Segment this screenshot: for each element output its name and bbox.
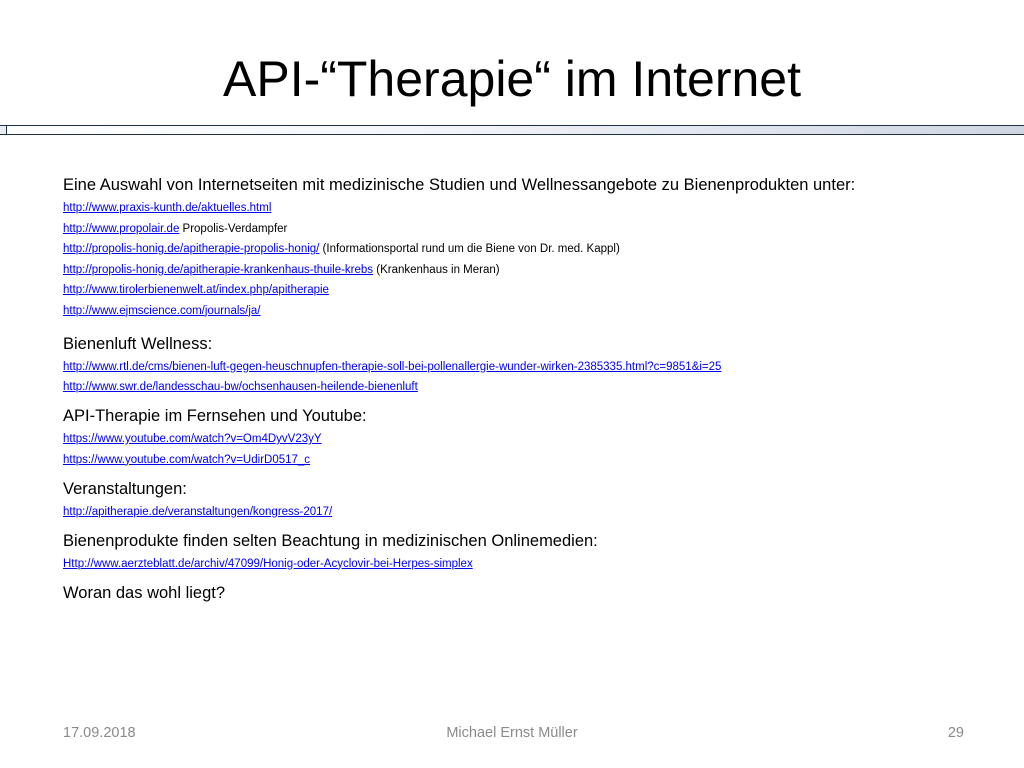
slide-content xyxy=(63,174,1003,609)
link-swr[interactable]: http://www.swr.de/landesschau-bw/ochsenhausen-heilende-bienenluft xyxy=(63,381,418,393)
link-line xyxy=(63,242,1003,257)
link-propolis-honig[interactable]: http://propolis-honig.de/apitherapie-propolis-honig/ xyxy=(63,243,320,255)
link-note: (Informationsportal rund um die Biene von Dr. med. Kappl) xyxy=(319,243,620,255)
link-youtube-1[interactable]: https://www.youtube.com/watch?v=Om4DyvV23yY xyxy=(63,433,322,445)
tv-heading: API-Therapie im Fernsehen und Youtube: xyxy=(63,407,367,425)
link-line xyxy=(63,263,1003,278)
link-krankenhaus-thuile[interactable]: http://propolis-honig.de/apitherapie-krankenhaus-thuile-krebs xyxy=(63,263,374,276)
footer-page-number: 29 xyxy=(947,725,964,741)
intro-section xyxy=(63,174,1003,319)
closing-question: Woran das wohl liegt? xyxy=(63,583,226,602)
link-line xyxy=(63,505,1003,520)
link-line xyxy=(63,380,1003,395)
intro-heading: Eine Auswahl von Internetseiten mit medizinische Studien und Wellnessangebote zu Bienenprodukten unter: xyxy=(63,176,856,194)
link-ejmscience[interactable]: http://www.ejmscience.com/journals/ja/ xyxy=(63,304,261,317)
wellness-heading: Bienenluft Wellness: xyxy=(63,334,213,353)
footer-date: 17.09.2018 xyxy=(63,725,136,741)
link-note: Propolis-Verdampfer xyxy=(179,222,288,235)
media-section xyxy=(63,530,1003,572)
link-line xyxy=(63,432,1003,447)
footer-author-wrap xyxy=(0,724,1024,742)
footer-author: Michael Ernst Müller xyxy=(446,725,578,741)
events-heading: Veranstaltungen: xyxy=(63,479,187,498)
tv-section xyxy=(63,405,1003,468)
wellness-section xyxy=(63,333,1003,396)
media-heading: Bienenprodukte finden selten Beachtung in medizinischen Onlinemedien: xyxy=(63,531,598,550)
link-tirolerbienenwelt[interactable]: http://www.tirolerbienenwelt.at/index.php/apitherapie xyxy=(63,284,329,296)
link-praxis-kunth[interactable]: http://www.praxis-kunth.de/aktuelles.html xyxy=(63,202,272,214)
link-line xyxy=(63,360,1003,375)
link-line xyxy=(63,283,1003,298)
link-kongress[interactable]: http://apitherapie.de/veranstaltungen/kongress-2017/ xyxy=(63,505,333,518)
link-rtl[interactable]: http://www.rtl.de/cms/bienen-luft-gegen-heuschnupfen-therapie-soll-bei-pollenallergie-wunder-wirken-2385335.html?c=9851&i=25 xyxy=(63,360,722,373)
link-line xyxy=(63,304,1003,319)
title-divider xyxy=(0,125,1024,135)
link-aerzteblatt[interactable]: Http://www.aerzteblatt.de/archiv/47099/Honig-oder-Acyclovir-bei-Herpes-simplex xyxy=(63,557,473,570)
link-note: (Krankenhaus in Meran) xyxy=(373,263,500,276)
slide-title: API-“Therapie“ im Internet xyxy=(223,51,801,107)
link-line xyxy=(63,222,1003,237)
divider-notch xyxy=(0,126,7,134)
events-section xyxy=(63,478,1003,520)
link-line xyxy=(63,453,1003,468)
link-line xyxy=(63,201,1003,216)
link-propolair[interactable]: http://www.propolair.de xyxy=(63,222,180,235)
link-youtube-2[interactable]: https://www.youtube.com/watch?v=UdirD0517_c xyxy=(63,453,311,466)
link-line xyxy=(63,557,1003,572)
